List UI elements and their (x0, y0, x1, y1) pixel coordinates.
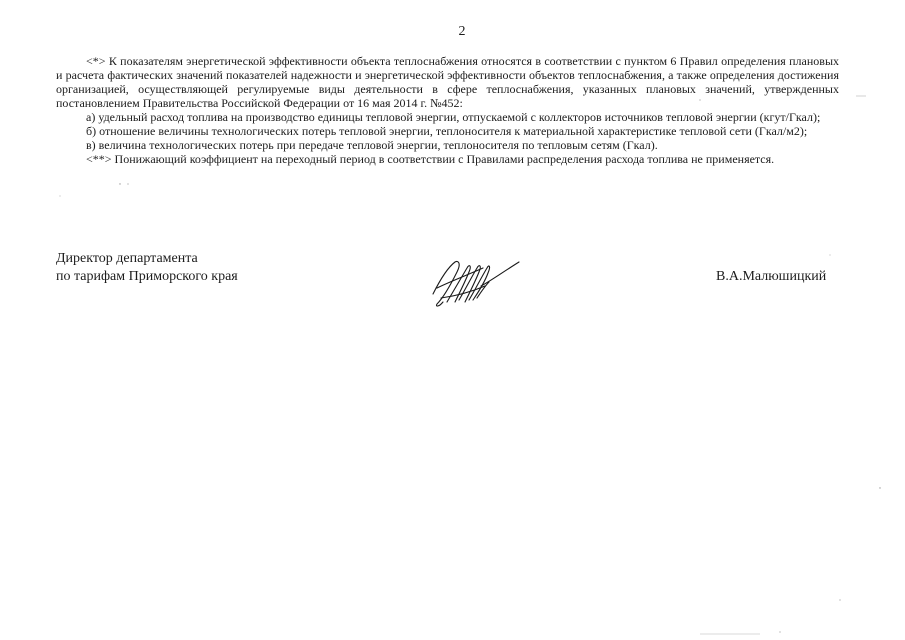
footnote-item-a: а) удельный расход топлива на производство единицы тепловой энергии, отпускаемой с коллекторов источников тепловой энергии (кгут/Гкал); (86, 110, 821, 124)
footnotes-block (56, 54, 839, 166)
footnote-double-asterisk: <**> Понижающий коэффициент на переходный период в соответствии с Правилами распределения расхода топлива не применяется. (86, 152, 775, 166)
signatory-position-line1: Директор департамента (56, 251, 198, 266)
page-number: 2 (458, 24, 466, 39)
signatory-name: В.А.Малюшицкий (716, 269, 827, 284)
footnote-item-v: в) величина технологических потерь при передаче тепловой энергии, теплоносителя по тепловым сетям (Гкал). (86, 138, 658, 152)
handwritten-signature (425, 252, 525, 316)
signatory-position-line2: по тарифам Приморского края (56, 269, 238, 284)
signatory-position (56, 250, 238, 286)
footnote-item-b: б) отношение величины технологических потерь тепловой энергии, теплоносителя к материальной характеристике тепловой сети (Гкал/м2); (86, 124, 808, 138)
footnote-single-asterisk: <*> К показателям энергетической эффективности объекта теплоснабжения относятся в соответствии с пунктом 6 Правил определения плановых и расчета фактических значений показателей надежности и энергетической эффективности объектов теплоснабжения, а также определения достижения организацией, осуществляющей регулируемые виды деятельности в сфере теплоснабжения, указанных плановых значений, утвержденных постановлением Правительства Российской Федерации от 16 мая 2014 г. №452: (56, 54, 839, 110)
